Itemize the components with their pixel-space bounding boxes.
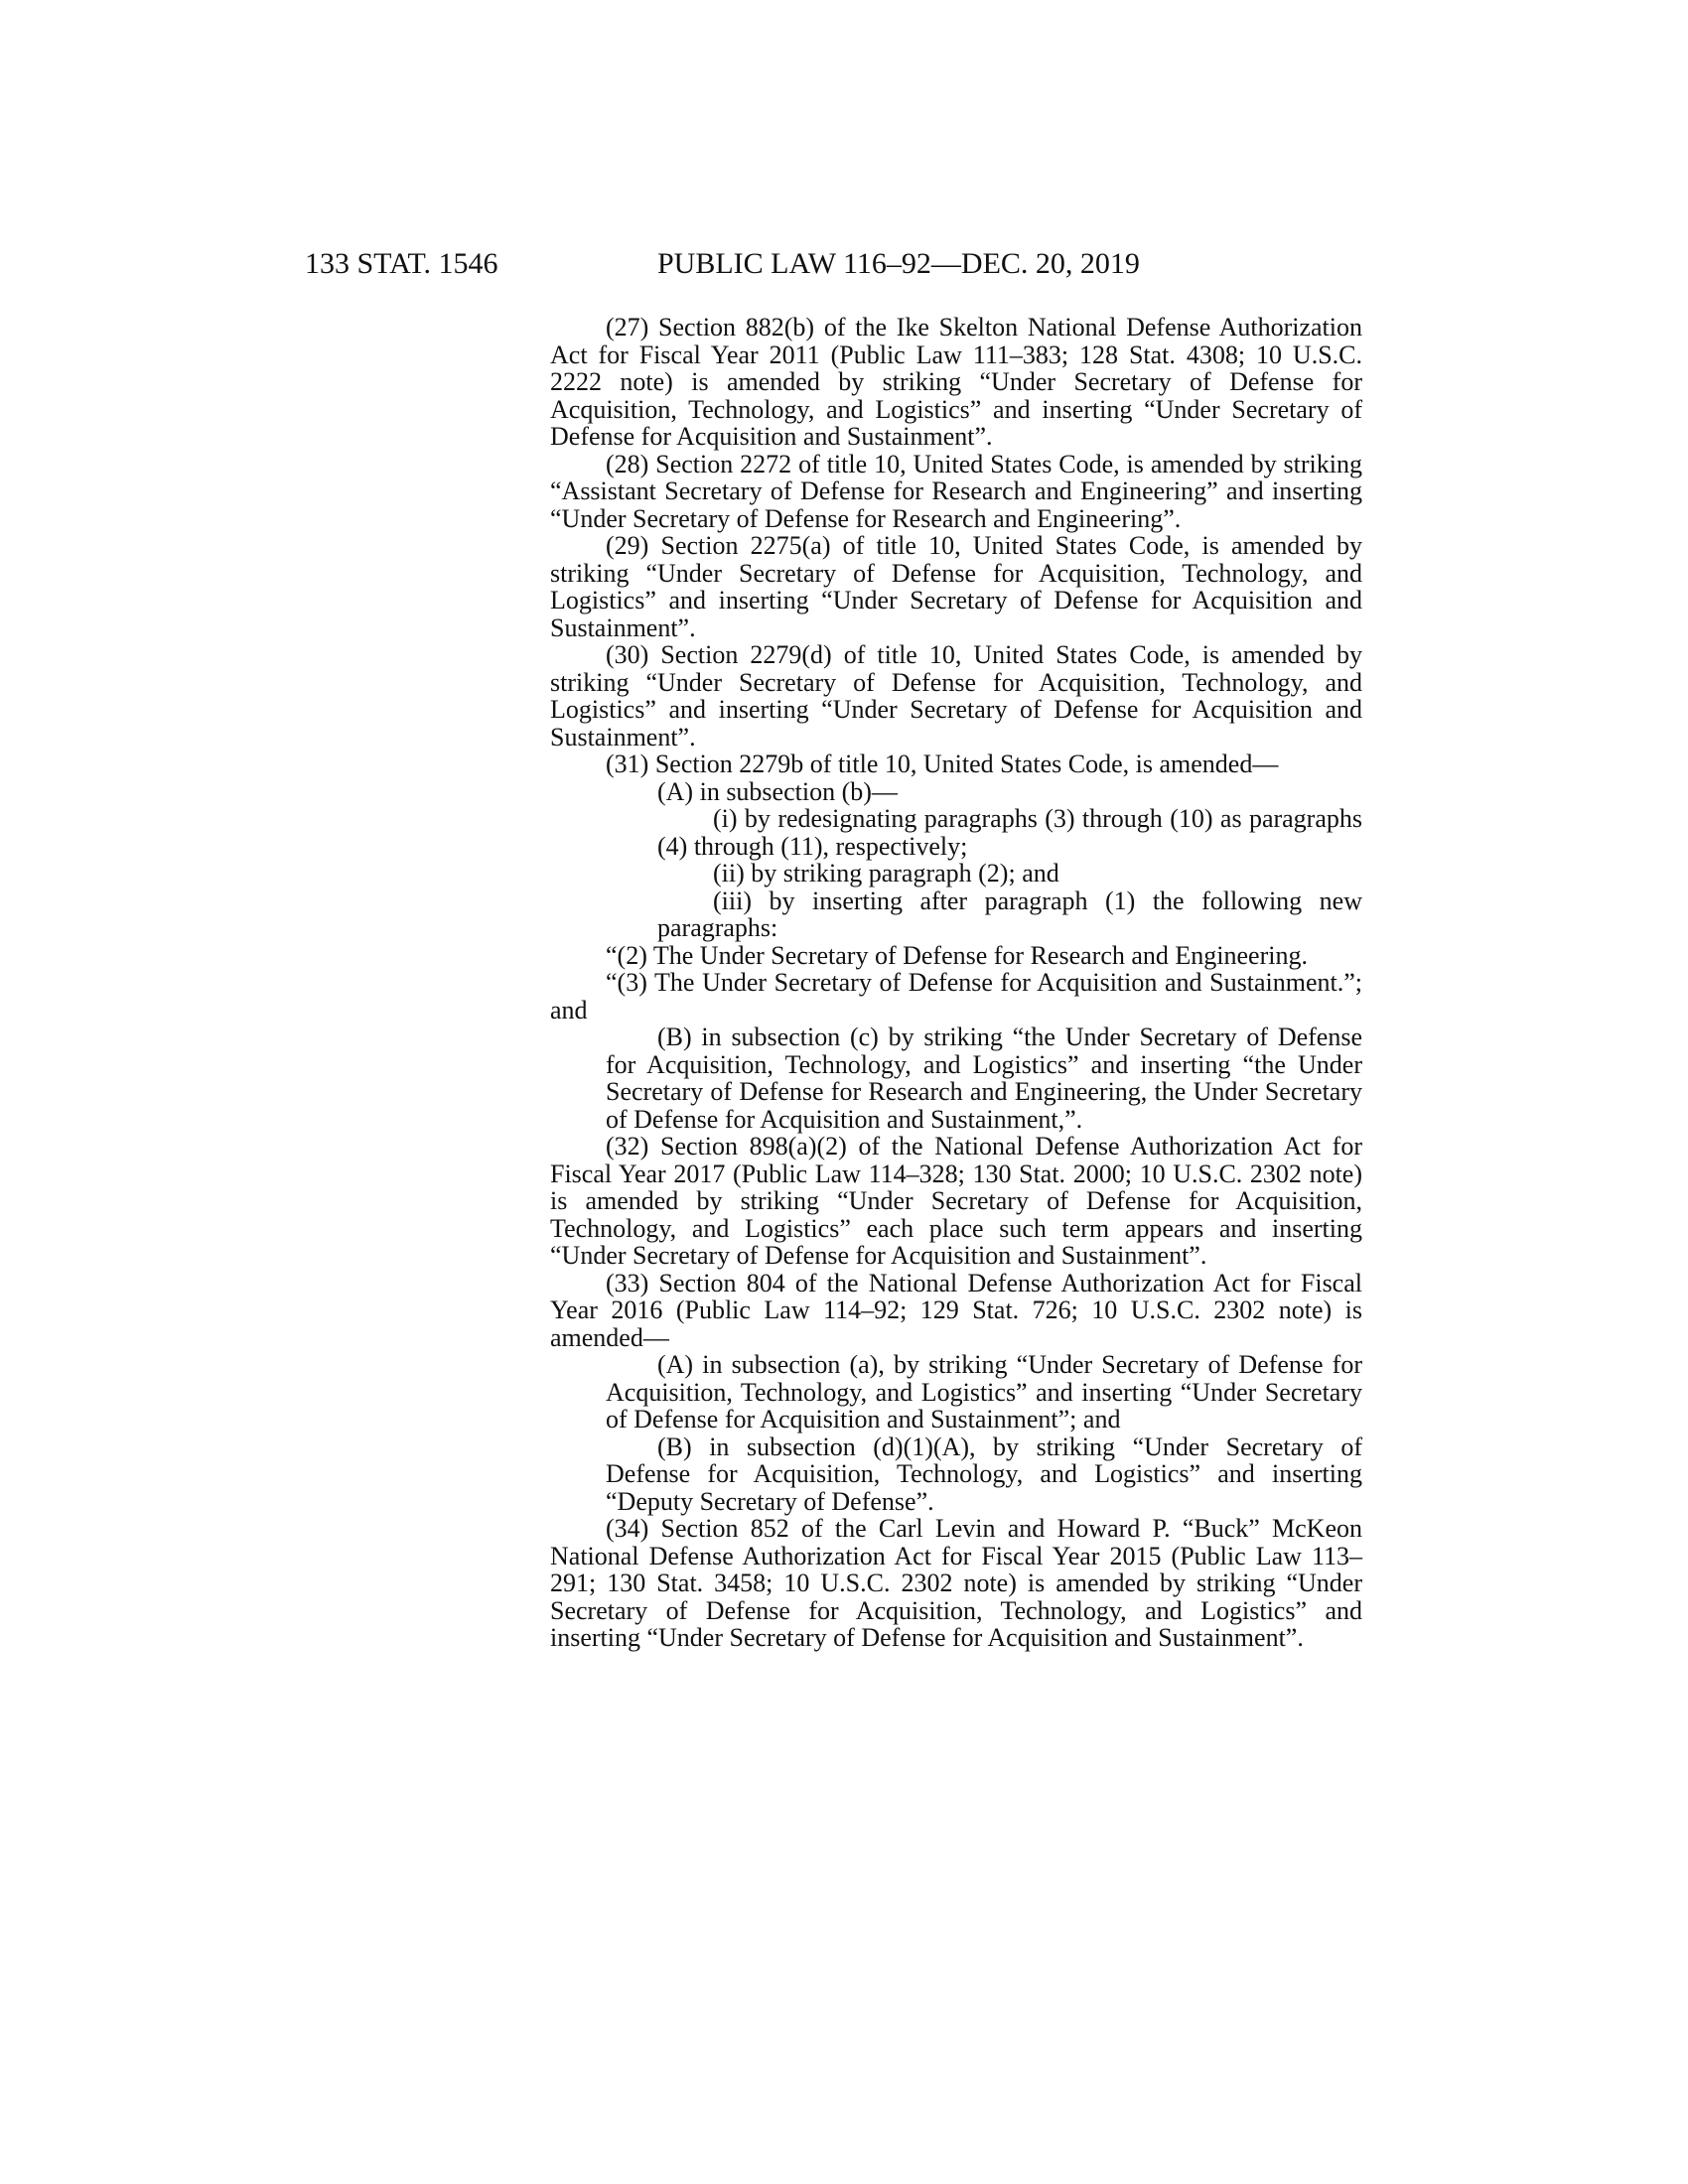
paragraph-31-a-i: (i) by redesignating paragraphs (3) through (10) as paragraphs (4) through (11), respectively; <box>657 804 1362 861</box>
quoted-paragraph-2: “(2) The Under Secretary of Defense for Research and Engineering. <box>606 940 1308 970</box>
document-body <box>550 314 1362 1652</box>
paragraph-34: (34) Section 852 of the Carl Levin and Howard P. “Buck” McKeon National Defense Authorization Act for Fiscal Year 2015 (Public Law 113–291; 130 Stat. 3458; 10 U.S.C. 2302 note) is amended by striking “Under Secretary of Defense for Acquisition, Technology, and Logistics” and inserting “Under Secretary of Defense for Acquisition and Sustainment”. <box>550 1514 1362 1652</box>
paragraph-29: (29) Section 2275(a) of title 10, United States Code, is amended by striking “Under Secretary of Defense for Acquisition, Technology, and Logistics” and inserting “Under Secretary of Defense for Acquisition and Sustainment”. <box>550 531 1362 642</box>
public-law-title: PUBLIC LAW 116–92—DEC. 20, 2019 <box>657 247 1140 280</box>
quoted-paragraph-3: “(3) The Under Secretary of Defense for Acquisition and Sustainment.”; and <box>550 968 1362 1024</box>
paragraph-31: (31) Section 2279b of title 10, United States Code, is amended— <box>606 750 1279 778</box>
paragraph-32: (32) Section 898(a)(2) of the National Defense Authorization Act for Fiscal Year 2017 (Public Law 114–328; 130 Stat. 2000; 10 U.S.C. 2302 note) is amended by striking “Under Secretary of Defense for Acquisition, Technology, and Logistics” each place such term appears and inserting “Under Secretary of Defense for Acquisition and Sustainment”. <box>550 1132 1362 1270</box>
paragraph-31-a-iii: (iii) by inserting after paragraph (1) the following new paragraphs: <box>657 886 1362 942</box>
paragraph-31-b: (B) in subsection (c) by striking “the Under Secretary of Defense for Acquisition, Technology, and Logistics” and inserting “the Under Secretary of Defense for Research and Engineering, the Under Secretary of Defense for Acquisition and Sustainment,”. <box>606 1023 1362 1134</box>
statute-page-reference: 133 STAT. 1546 <box>305 247 498 280</box>
paragraph-27: (27) Section 882(b) of the Ike Skelton National Defense Authorization Act for Fiscal Year 2011 (Public Law 111–383; 128 Stat. 4308; 10 U.S.C. 2222 note) is amended by striking “Under Secretary of Defense for Acquisition, Technology, and Logistics” and inserting “Under Secretary of Defense for Acquisition and Sustainment”. <box>550 313 1362 451</box>
paragraph-30: (30) Section 2279(d) of title 10, United States Code, is amended by striking “Under Secretary of Defense for Acquisition, Technology, and Logistics” and inserting “Under Secretary of Defense for Acquisition and Sustainment”. <box>550 640 1362 751</box>
paragraph-31-a: (A) in subsection (b)— <box>657 776 898 806</box>
paragraph-31-a-ii: (ii) by striking paragraph (2); and <box>713 859 1059 887</box>
page-header <box>0 244 1688 284</box>
paragraph-33-b: (B) in subsection (d)(1)(A), by striking “Under Secretary of Defense for Acquisition, Technology, and Logistics” and inserting “Deputy Secretary of Defense”. <box>606 1432 1362 1516</box>
paragraph-28: (28) Section 2272 of title 10, United States Code, is amended by striking “Assistant Secretary of Defense for Research and Engineering” and inserting “Under Secretary of Defense for Research and Engineering”. <box>550 449 1362 533</box>
paragraph-33: (33) Section 804 of the National Defense Authorization Act for Fiscal Year 2016 (Public Law 114–92; 129 Stat. 726; 10 U.S.C. 2302 note) is amended— <box>550 1268 1362 1352</box>
paragraph-33-a: (A) in subsection (a), by striking “Under Secretary of Defense for Acquisition, Technology, and Logistics” and inserting “Under Secretary of Defense for Acquisition and Sustainment”; and <box>606 1350 1362 1433</box>
